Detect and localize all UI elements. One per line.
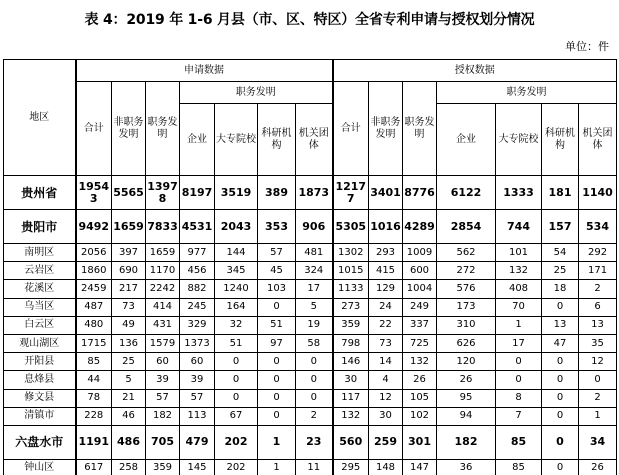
apply-value-cell: 13978 — [146, 176, 180, 210]
grant-value-cell: 0 — [542, 425, 579, 459]
apply-value-cell: 60 — [180, 353, 215, 371]
apply-value-cell: 0 — [215, 353, 258, 371]
grant-value-cell: 36 — [437, 459, 496, 475]
grant-value-cell: 0 — [542, 371, 579, 389]
grant-value-cell: 18 — [542, 280, 579, 298]
apply-value-cell: 1659 — [146, 244, 180, 262]
grant-value-cell: 30 — [369, 407, 403, 425]
apply-value-cell: 480 — [76, 316, 112, 334]
grant-value-cell: 132 — [333, 407, 369, 425]
grant-value-cell: 1015 — [333, 262, 369, 280]
apply-value-cell: 1 — [258, 425, 296, 459]
grant-value-cell: 12 — [579, 353, 617, 371]
apply-value-cell: 202 — [215, 459, 258, 475]
apply-value-cell: 0 — [215, 371, 258, 389]
apply-value-cell: 2056 — [76, 244, 112, 262]
header-grant-enterprise: 企业 — [437, 104, 496, 176]
header-apply-college: 大专院校 — [215, 104, 258, 176]
apply-value-cell: 217 — [112, 280, 146, 298]
grant-value-cell: 273 — [333, 298, 369, 316]
table-row — [4, 459, 617, 475]
grant-value-cell: 295 — [333, 459, 369, 475]
grant-value-cell: 12177 — [333, 176, 369, 210]
apply-value-cell: 1170 — [146, 262, 180, 280]
header-apply-service: 职务发明 — [146, 82, 180, 176]
grant-value-cell: 95 — [437, 389, 496, 407]
grant-value-cell: 560 — [333, 425, 369, 459]
grant-value-cell: 129 — [369, 280, 403, 298]
apply-value-cell: 977 — [180, 244, 215, 262]
region-cell: 钟山区 — [4, 459, 76, 475]
grant-value-cell: 1133 — [333, 280, 369, 298]
table-title: 表 4：2019 年 1-6 月县（市、区、特区）全省专利申请与授权划分情况 — [84, 12, 535, 28]
grant-value-cell: 0 — [496, 371, 542, 389]
apply-value-cell: 690 — [112, 262, 146, 280]
apply-value-cell: 0 — [296, 389, 333, 407]
table-row — [4, 371, 617, 389]
apply-value-cell: 8197 — [180, 176, 215, 210]
region-cell: 观山湖区 — [4, 334, 76, 352]
apply-value-cell: 32 — [215, 316, 258, 334]
patent-table — [3, 59, 617, 475]
apply-value-cell: 481 — [296, 244, 333, 262]
grant-value-cell: 35 — [579, 334, 617, 352]
apply-value-cell: 19543 — [76, 176, 112, 210]
grant-value-cell: 259 — [369, 425, 403, 459]
apply-value-cell: 705 — [146, 425, 180, 459]
grant-value-cell: 146 — [333, 353, 369, 371]
grant-value-cell: 13 — [579, 316, 617, 334]
region-cell: 白云区 — [4, 316, 76, 334]
apply-value-cell: 882 — [180, 280, 215, 298]
apply-value-cell: 397 — [112, 244, 146, 262]
grant-value-cell: 2 — [579, 280, 617, 298]
apply-value-cell: 4531 — [180, 210, 215, 244]
grant-value-cell: 22 — [369, 316, 403, 334]
header-grant-college: 大专院校 — [496, 104, 542, 176]
grant-value-cell: 132 — [496, 262, 542, 280]
grant-value-cell: 1140 — [579, 176, 617, 210]
header-apply-organ: 机关团体 — [296, 104, 333, 176]
grant-value-cell: 25 — [542, 262, 579, 280]
grant-value-cell: 102 — [403, 407, 437, 425]
apply-value-cell: 258 — [112, 459, 146, 475]
apply-value-cell: 431 — [146, 316, 180, 334]
grant-value-cell: 7 — [496, 407, 542, 425]
apply-value-cell: 5 — [112, 371, 146, 389]
grant-value-cell: 1009 — [403, 244, 437, 262]
grant-value-cell: 12 — [369, 389, 403, 407]
grant-value-cell: 73 — [369, 334, 403, 352]
grant-value-cell: 293 — [369, 244, 403, 262]
apply-value-cell: 0 — [215, 389, 258, 407]
apply-value-cell: 103 — [258, 280, 296, 298]
grant-value-cell: 0 — [542, 407, 579, 425]
grant-value-cell: 6122 — [437, 176, 496, 210]
grant-value-cell: 8776 — [403, 176, 437, 210]
apply-value-cell: 617 — [76, 459, 112, 475]
grant-value-cell: 576 — [437, 280, 496, 298]
apply-value-cell: 2242 — [146, 280, 180, 298]
apply-value-cell: 78 — [76, 389, 112, 407]
apply-value-cell: 5 — [296, 298, 333, 316]
apply-value-cell: 7833 — [146, 210, 180, 244]
region-cell: 贵阳市 — [4, 210, 76, 244]
grant-value-cell: 173 — [437, 298, 496, 316]
region-cell: 清镇市 — [4, 407, 76, 425]
grant-value-cell: 534 — [579, 210, 617, 244]
apply-value-cell: 58 — [296, 334, 333, 352]
apply-value-cell: 51 — [258, 316, 296, 334]
region-cell: 贵州省 — [4, 176, 76, 210]
apply-value-cell: 202 — [215, 425, 258, 459]
grant-value-cell: 132 — [403, 353, 437, 371]
grant-value-cell: 34 — [579, 425, 617, 459]
header-grant-research: 科研机构 — [542, 104, 579, 176]
apply-value-cell: 487 — [76, 298, 112, 316]
header-apply-service-invention: 职务发明 — [180, 82, 333, 104]
apply-value-cell: 486 — [112, 425, 146, 459]
apply-value-cell: 19 — [296, 316, 333, 334]
apply-value-cell: 145 — [180, 459, 215, 475]
table-row — [4, 334, 617, 352]
grant-value-cell: 2854 — [437, 210, 496, 244]
header-apply-research: 科研机构 — [258, 104, 296, 176]
grant-value-cell: 798 — [333, 334, 369, 352]
apply-value-cell: 9492 — [76, 210, 112, 244]
grant-value-cell: 0 — [542, 353, 579, 371]
table-row — [4, 210, 617, 244]
apply-value-cell: 0 — [258, 407, 296, 425]
grant-value-cell: 8 — [496, 389, 542, 407]
grant-value-cell: 0 — [542, 459, 579, 475]
region-cell: 云岩区 — [4, 262, 76, 280]
grant-value-cell: 744 — [496, 210, 542, 244]
apply-value-cell: 164 — [215, 298, 258, 316]
grant-value-cell: 24 — [369, 298, 403, 316]
grant-value-cell: 0 — [542, 389, 579, 407]
table-row — [4, 298, 617, 316]
grant-value-cell: 14 — [369, 353, 403, 371]
grant-value-cell: 359 — [333, 316, 369, 334]
apply-value-cell: 57 — [180, 389, 215, 407]
region-cell: 花溪区 — [4, 280, 76, 298]
table-row — [4, 407, 617, 425]
header-grant-organ: 机关团体 — [579, 104, 617, 176]
region-cell: 开阳县 — [4, 353, 76, 371]
grant-value-cell: 310 — [437, 316, 496, 334]
grant-value-cell: 600 — [403, 262, 437, 280]
grant-value-cell: 30 — [333, 371, 369, 389]
grant-value-cell: 408 — [496, 280, 542, 298]
header-grant-service: 职务发明 — [403, 82, 437, 176]
region-cell: 修文县 — [4, 389, 76, 407]
grant-value-cell: 171 — [579, 262, 617, 280]
apply-value-cell: 479 — [180, 425, 215, 459]
apply-value-cell: 67 — [215, 407, 258, 425]
grant-value-cell: 6 — [579, 298, 617, 316]
apply-value-cell: 353 — [258, 210, 296, 244]
apply-value-cell: 0 — [258, 298, 296, 316]
grant-value-cell: 17 — [496, 334, 542, 352]
grant-value-cell: 120 — [437, 353, 496, 371]
grant-value-cell: 117 — [333, 389, 369, 407]
apply-value-cell: 85 — [76, 353, 112, 371]
grant-value-cell: 301 — [403, 425, 437, 459]
apply-value-cell: 1659 — [112, 210, 146, 244]
header-apply-group: 申请数据 — [76, 60, 333, 82]
apply-value-cell: 359 — [146, 459, 180, 475]
header-grant-service-invention: 职务发明 — [437, 82, 617, 104]
apply-value-cell: 73 — [112, 298, 146, 316]
grant-value-cell: 157 — [542, 210, 579, 244]
grant-value-cell: 13 — [542, 316, 579, 334]
grant-value-cell: 337 — [403, 316, 437, 334]
grant-value-cell: 562 — [437, 244, 496, 262]
grant-value-cell: 26 — [403, 371, 437, 389]
apply-value-cell: 25 — [112, 353, 146, 371]
grant-value-cell: 1 — [496, 316, 542, 334]
grant-value-cell: 105 — [403, 389, 437, 407]
grant-value-cell: 181 — [542, 176, 579, 210]
apply-value-cell: 49 — [112, 316, 146, 334]
apply-value-cell: 228 — [76, 407, 112, 425]
apply-value-cell: 2459 — [76, 280, 112, 298]
header-grant-non-service: 非职务发明 — [369, 82, 403, 176]
grant-value-cell: 26 — [437, 371, 496, 389]
table-row — [4, 425, 617, 459]
grant-value-cell: 182 — [437, 425, 496, 459]
table-row — [4, 244, 617, 262]
apply-value-cell: 1873 — [296, 176, 333, 210]
apply-value-cell: 0 — [296, 371, 333, 389]
region-cell: 六盘水市 — [4, 425, 76, 459]
region-cell: 息烽县 — [4, 371, 76, 389]
header-region: 地区 — [4, 60, 76, 176]
grant-value-cell: 626 — [437, 334, 496, 352]
grant-value-cell: 0 — [542, 298, 579, 316]
apply-value-cell: 44 — [76, 371, 112, 389]
apply-value-cell: 17 — [296, 280, 333, 298]
header-apply-non-service: 非职务发明 — [112, 82, 146, 176]
grant-value-cell: 1333 — [496, 176, 542, 210]
grant-value-cell: 1302 — [333, 244, 369, 262]
grant-value-cell: 2 — [579, 389, 617, 407]
apply-value-cell: 1715 — [76, 334, 112, 352]
apply-value-cell: 414 — [146, 298, 180, 316]
apply-value-cell: 0 — [258, 371, 296, 389]
unit-label: 单位：件 — [565, 40, 609, 53]
apply-value-cell: 60 — [146, 353, 180, 371]
apply-value-cell: 97 — [258, 334, 296, 352]
apply-value-cell: 1373 — [180, 334, 215, 352]
grant-value-cell: 1016 — [369, 210, 403, 244]
apply-value-cell: 389 — [258, 176, 296, 210]
apply-value-cell: 1 — [258, 459, 296, 475]
grant-value-cell: 47 — [542, 334, 579, 352]
apply-value-cell: 21 — [112, 389, 146, 407]
apply-value-cell: 182 — [146, 407, 180, 425]
apply-value-cell: 46 — [112, 407, 146, 425]
grant-value-cell: 292 — [579, 244, 617, 262]
table-row — [4, 353, 617, 371]
apply-value-cell: 1579 — [146, 334, 180, 352]
grant-value-cell: 4289 — [403, 210, 437, 244]
grant-value-cell: 85 — [496, 425, 542, 459]
apply-value-cell: 245 — [180, 298, 215, 316]
header-grant-group: 授权数据 — [333, 60, 617, 82]
apply-value-cell: 45 — [258, 262, 296, 280]
table-row — [4, 280, 617, 298]
table-row — [4, 316, 617, 334]
grant-value-cell: 1004 — [403, 280, 437, 298]
grant-value-cell: 70 — [496, 298, 542, 316]
apply-value-cell: 324 — [296, 262, 333, 280]
table-body — [4, 176, 617, 475]
region-cell: 乌当区 — [4, 298, 76, 316]
apply-value-cell: 39 — [146, 371, 180, 389]
table-row — [4, 176, 617, 210]
grant-value-cell: 1 — [579, 407, 617, 425]
grant-value-cell: 148 — [369, 459, 403, 475]
grant-value-cell: 4 — [369, 371, 403, 389]
apply-value-cell: 1860 — [76, 262, 112, 280]
header-apply-enterprise: 企业 — [180, 104, 215, 176]
region-cell: 南明区 — [4, 244, 76, 262]
grant-value-cell: 85 — [496, 459, 542, 475]
apply-value-cell: 0 — [258, 389, 296, 407]
grant-value-cell: 54 — [542, 244, 579, 262]
apply-value-cell: 23 — [296, 425, 333, 459]
grant-value-cell: 0 — [496, 353, 542, 371]
grant-value-cell: 147 — [403, 459, 437, 475]
table-row — [4, 389, 617, 407]
apply-value-cell: 0 — [258, 353, 296, 371]
apply-value-cell: 57 — [146, 389, 180, 407]
grant-value-cell: 101 — [496, 244, 542, 262]
apply-value-cell: 1191 — [76, 425, 112, 459]
apply-value-cell: 57 — [258, 244, 296, 262]
apply-value-cell: 144 — [215, 244, 258, 262]
apply-value-cell: 39 — [180, 371, 215, 389]
apply-value-cell: 2043 — [215, 210, 258, 244]
grant-value-cell: 94 — [437, 407, 496, 425]
grant-value-cell: 272 — [437, 262, 496, 280]
apply-value-cell: 11 — [296, 459, 333, 475]
apply-value-cell: 1240 — [215, 280, 258, 298]
apply-value-cell: 906 — [296, 210, 333, 244]
apply-value-cell: 329 — [180, 316, 215, 334]
table-row — [4, 262, 617, 280]
apply-value-cell: 5565 — [112, 176, 146, 210]
grant-value-cell: 3401 — [369, 176, 403, 210]
apply-value-cell: 51 — [215, 334, 258, 352]
grant-value-cell: 725 — [403, 334, 437, 352]
apply-value-cell: 2 — [296, 407, 333, 425]
header-grant-total: 合计 — [333, 82, 369, 176]
apply-value-cell: 3519 — [215, 176, 258, 210]
apply-value-cell: 0 — [296, 353, 333, 371]
grant-value-cell: 249 — [403, 298, 437, 316]
grant-value-cell: 5305 — [333, 210, 369, 244]
apply-value-cell: 345 — [215, 262, 258, 280]
apply-value-cell: 456 — [180, 262, 215, 280]
apply-value-cell: 136 — [112, 334, 146, 352]
grant-value-cell: 415 — [369, 262, 403, 280]
grant-value-cell: 0 — [579, 371, 617, 389]
apply-value-cell: 113 — [180, 407, 215, 425]
header-apply-total: 合计 — [76, 82, 112, 176]
grant-value-cell: 26 — [579, 459, 617, 475]
